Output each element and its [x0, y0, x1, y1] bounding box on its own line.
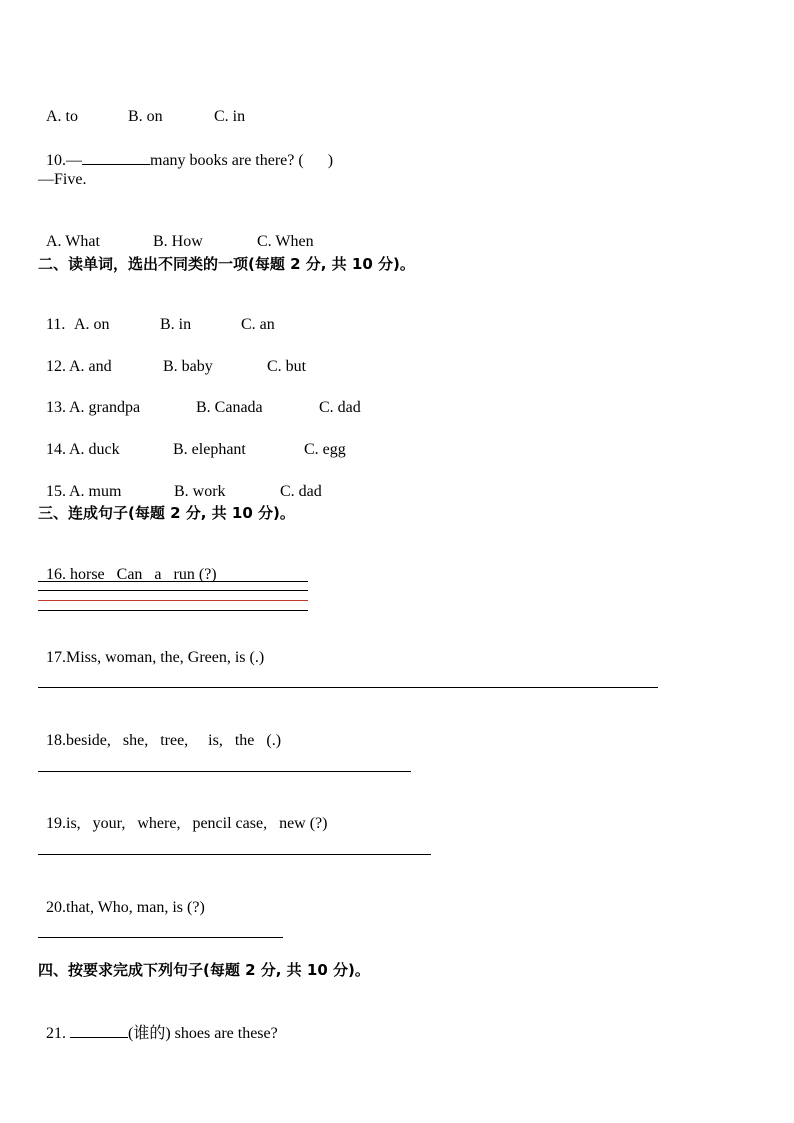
q14 [38, 420, 346, 460]
q17-answer-line[interactable] [38, 687, 658, 688]
q9-options [38, 87, 245, 127]
q17 [38, 628, 264, 668]
q10-option-c: C. When [257, 233, 314, 250]
q19 [38, 794, 327, 834]
q21-hint: (谁的) [128, 1025, 171, 1042]
q14-option-b: B. elephant [173, 441, 246, 458]
q11-option-c: C. an [241, 316, 275, 333]
q14-number: 14. [46, 441, 66, 458]
q18 [38, 711, 281, 751]
q21-text: shoes are these? [174, 1025, 278, 1042]
q19-answer-line[interactable] [38, 854, 431, 855]
q11 [38, 295, 275, 335]
q17-number: 17. [46, 649, 66, 666]
q10-text: many books are there? ( [150, 152, 304, 169]
q12 [38, 337, 306, 377]
q16-number: 16. [46, 566, 66, 583]
q14-option-c: C. egg [304, 441, 346, 458]
q10-number: 10. [46, 152, 66, 169]
section2-heading: 二、读单词，选出不同类的一项(每题 2 分, 共 10 分)。 [38, 255, 415, 273]
q17-words: Miss, woman, the, Green, is (.) [66, 649, 265, 666]
q11-option-a: A. on [74, 316, 110, 333]
q16-writing-line-3[interactable] [38, 600, 308, 601]
q9-option-b: B. on [128, 108, 163, 125]
q12-number: 12. [46, 358, 66, 375]
q10-paren-close: ) [327, 152, 334, 169]
q18-number: 18. [46, 732, 66, 749]
q13-option-b: B. Canada [196, 399, 263, 416]
q14-option-a: A. duck [69, 441, 120, 458]
q12-option-c: C. but [267, 358, 307, 375]
q19-words: is, your, where, pencil case, new (?) [66, 815, 328, 832]
section4-heading: 四、按要求完成下列句子(每题 2 分, 共 10 分)。 [38, 961, 370, 979]
q21-number: 21. [46, 1025, 66, 1042]
q18-words: beside, she, tree, is, the (.) [66, 732, 282, 749]
q10-option-b: B. How [153, 233, 203, 250]
q13 [38, 378, 361, 418]
q20-words: that, Who, man, is (?) [66, 899, 205, 916]
q19-number: 19. [46, 815, 66, 832]
q21 [38, 1002, 278, 1044]
q11-option-b: B. in [160, 316, 192, 333]
q15 [38, 462, 322, 502]
q16 [38, 545, 217, 585]
q11-number: 11. [46, 316, 66, 333]
q18-answer-line[interactable] [38, 771, 411, 772]
q15-number: 15. [46, 483, 66, 500]
q10-dash: — [66, 152, 82, 169]
q12-option-a: A. and [69, 358, 112, 375]
q15-option-a: A. mum [69, 483, 122, 500]
q21-blank[interactable] [70, 1022, 128, 1038]
q10-answer: —Five. [38, 171, 87, 188]
q16-writing-line-4[interactable] [38, 610, 308, 611]
q10-blank[interactable] [82, 149, 150, 165]
q9-option-c: C. in [214, 108, 246, 125]
q15-option-c: C. dad [280, 483, 322, 500]
q20-answer-line[interactable] [38, 937, 283, 938]
q20 [38, 878, 205, 918]
q13-option-a: A. grandpa [69, 399, 141, 416]
q20-number: 20. [46, 899, 66, 916]
q13-number: 13. [46, 399, 66, 416]
q13-option-c: C. dad [319, 399, 361, 416]
q10-option-a: A. What [46, 233, 100, 250]
q12-option-b: B. baby [163, 358, 213, 375]
q16-writing-line-2[interactable] [38, 590, 308, 591]
q16-words: horse Can a run (?) [70, 566, 217, 583]
q10-options [38, 212, 314, 252]
q9-option-a: A. to [46, 108, 78, 125]
q10-question [38, 129, 333, 171]
q15-option-b: B. work [174, 483, 226, 500]
q16-writing-line-1[interactable] [38, 581, 308, 582]
section3-heading: 三、连成句子(每题 2 分, 共 10 分)。 [38, 504, 295, 522]
